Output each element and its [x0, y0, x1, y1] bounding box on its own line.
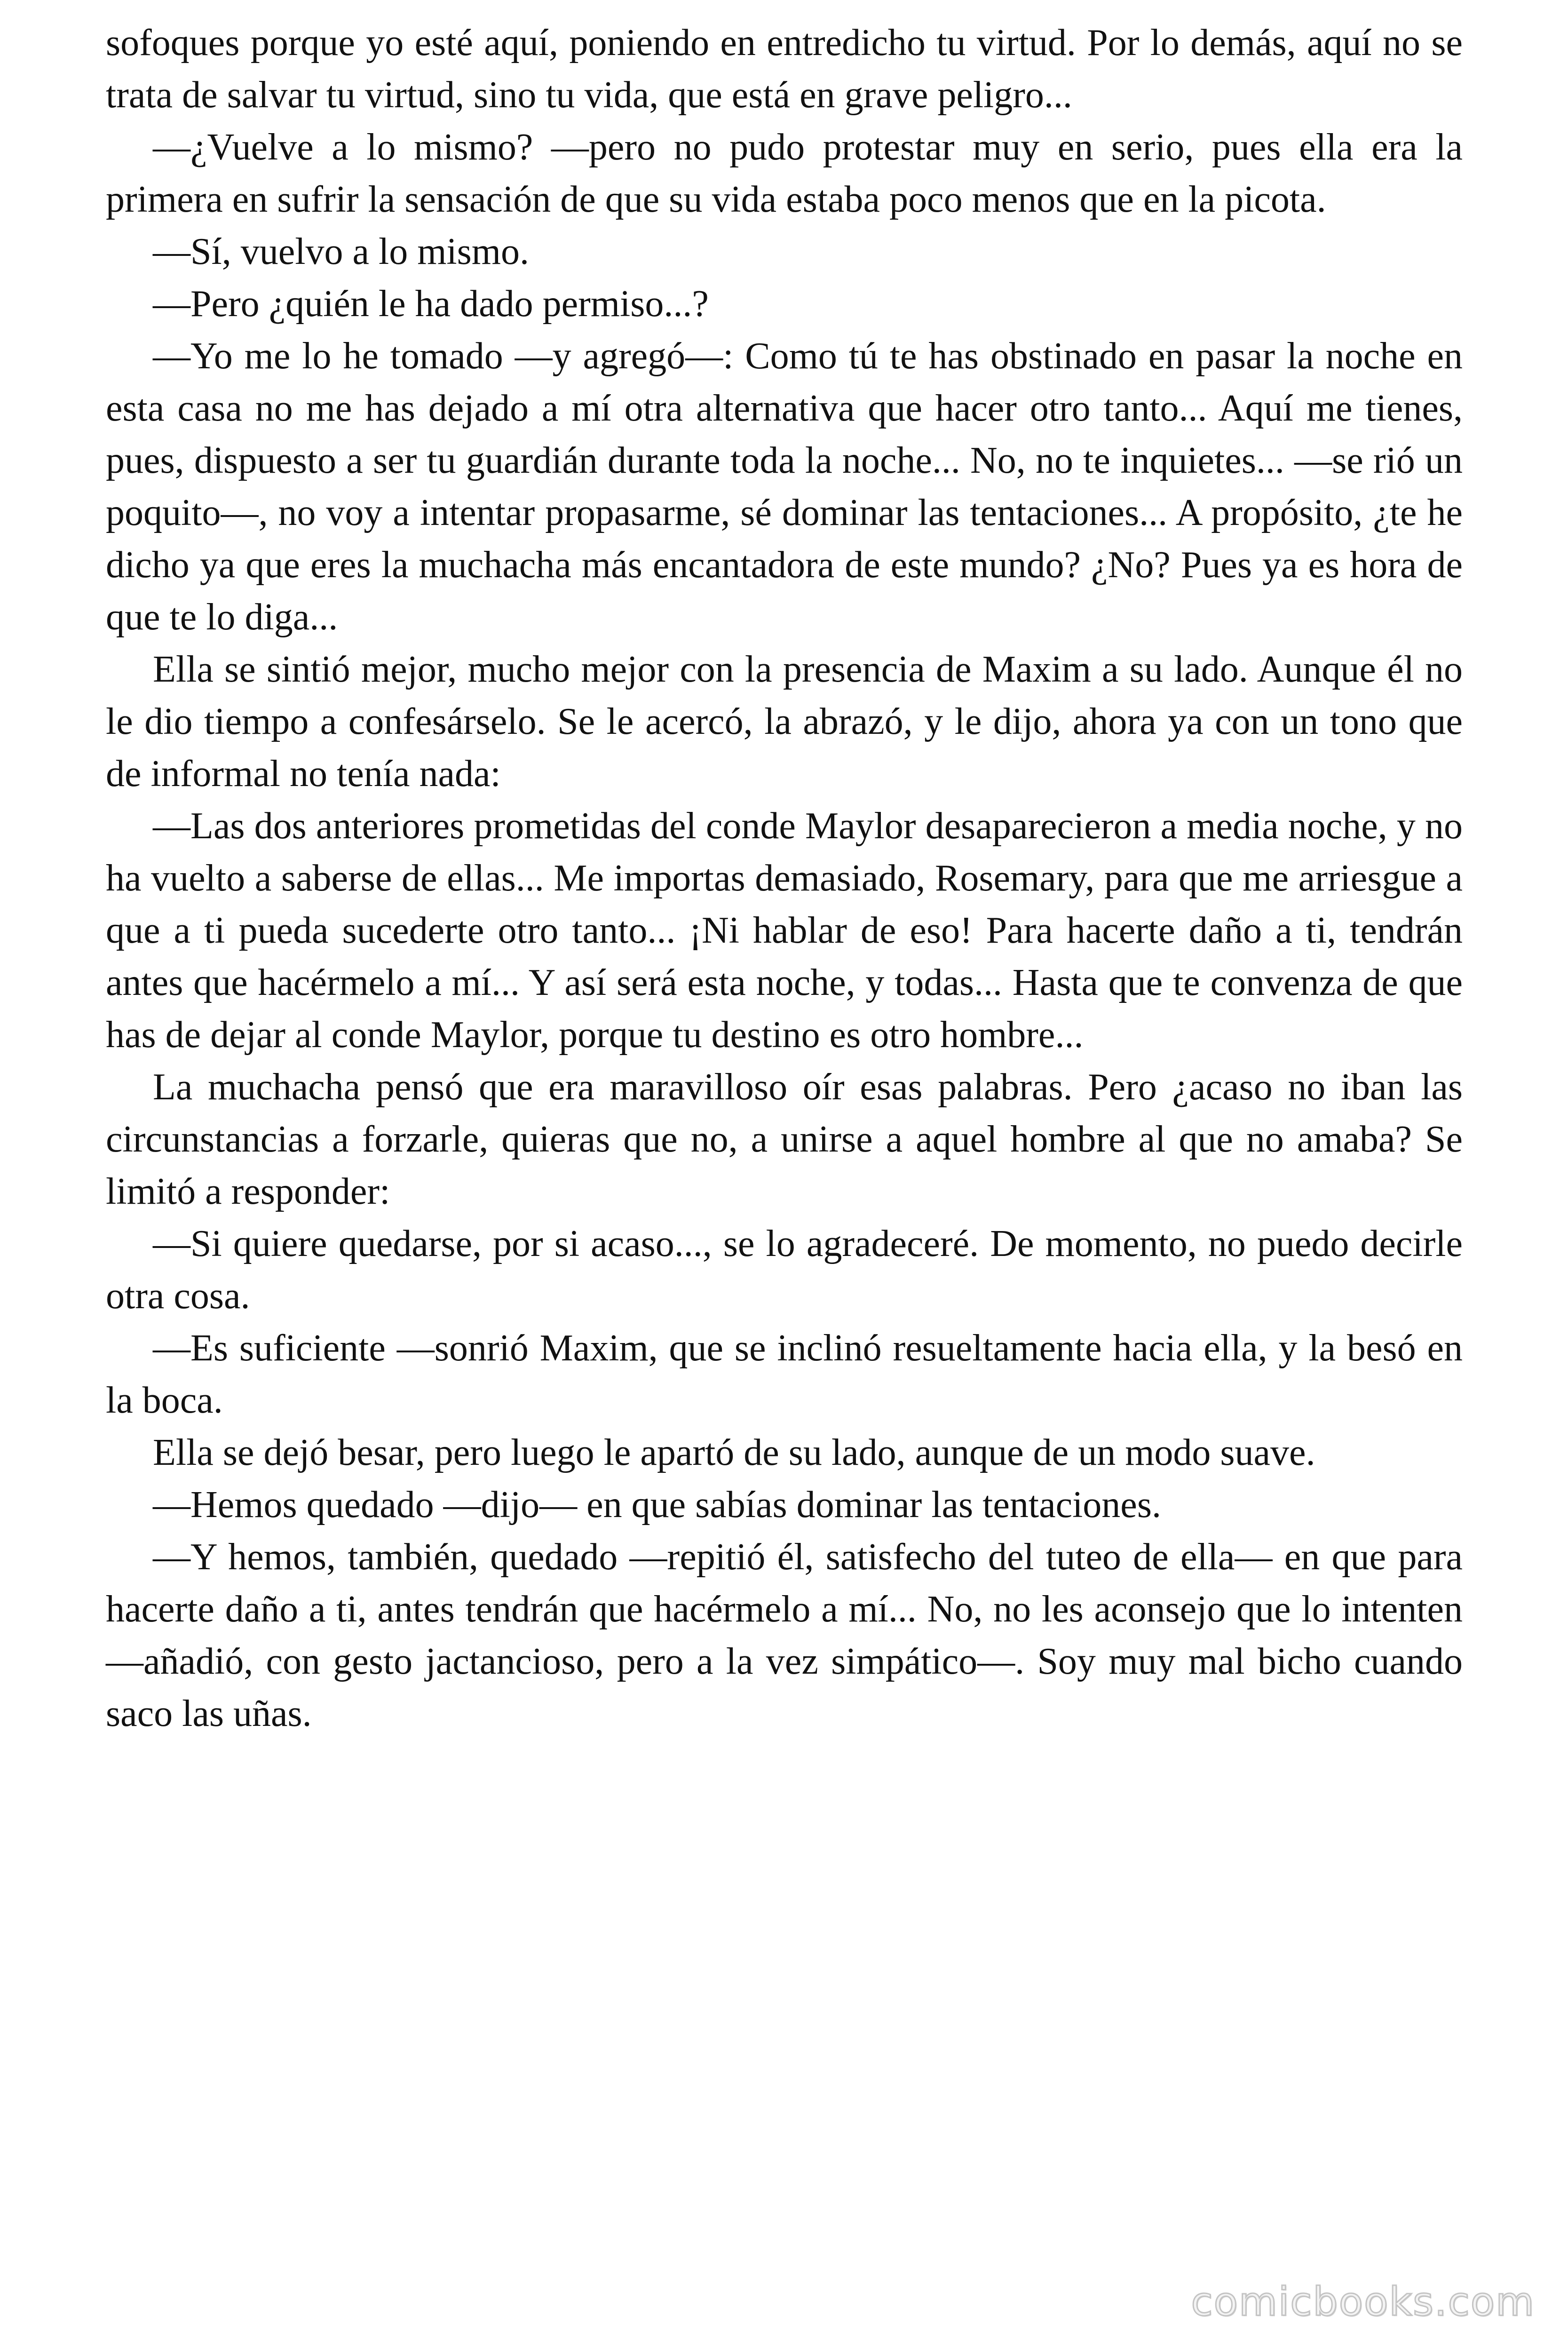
paragraph: —Y hemos, también, quedado —repitió él, satisfecho del tuteo de ella— en que para hacerte daño a ti, antes tendrán que hacérmelo a mí... No, no les aconsejo que lo intenten —añadió, con gesto jactancioso, pero a la vez simpático—. Soy muy mal bicho cuando saco las uñas. [106, 1536, 1463, 1734]
paragraph: —Yo me lo he tomado —y agregó—: Como tú te has obstinado en pasar la noche en esta casa no me has dejado a mí otra alternativa que hacer otro tanto... Aquí me tienes, pues, dispuesto a ser tu guardián durante toda la noche... No, no te inquietes... —se rió un poquito—, no voy a intentar propasarme, sé dominar las tentaciones... A propósito, ¿te he dicho ya que eres la muchacha más encantadora de este mundo? ¿No? Pues ya es hora de que te lo diga... [106, 335, 1463, 638]
site-watermark: comicbooks.com [1191, 2279, 1535, 2325]
paragraph: —Hemos quedado —dijo— en que sabías dominar las tentaciones. [153, 1484, 1161, 1526]
paragraph: —Es suficiente —sonrió Maxim, que se inclinó resueltamente hacia ella, y la besó en la boca. [106, 1327, 1463, 1421]
paragraph: Ella se sintió mejor, mucho mejor con la presencia de Maxim a su lado. Aunque él no le dio tiempo a confesárselo. Se le acercó, la abrazó, y le dijo, ahora ya con un tono que de informal no tenía nada: [106, 649, 1463, 795]
paragraph: La muchacha pensó que era maravilloso oír esas palabras. Pero ¿acaso no iban las circunstancias a forzarle, quieras que no, a unirse a aquel hombre al que no amaba? Se limitó a responder: [106, 1066, 1463, 1212]
paragraph: sofoques porque yo esté aquí, poniendo en entredicho tu virtud. Por lo demás, aquí no se trata de salvar tu virtud, sino tu vida, que está en grave peligro... [106, 22, 1463, 116]
paragraph: Ella se dejó besar, pero luego le apartó de su lado, aunque de un modo suave. [153, 1432, 1315, 1473]
paragraph: —¿Vuelve a lo mismo? —pero no pudo protestar muy en serio, pues ella era la primera en sufrir la sensación de que su vida estaba poco menos que en la picota. [106, 127, 1463, 220]
paragraph: —Si quiere quedarse, por si acaso..., se lo agradeceré. De momento, no puedo decirle otra cosa. [106, 1223, 1463, 1317]
document-page [106, 17, 1463, 1740]
paragraph: —Sí, vuelvo a lo mismo. [153, 231, 529, 272]
paragraph: —Pero ¿quién le ha dado permiso...? [153, 283, 709, 325]
paragraph: —Las dos anteriores prometidas del conde Maylor desaparecieron a media noche, y no ha vuelto a saberse de ellas... Me importas demasiado, Rosemary, para que me arriesgue a que a ti pueda sucederte otro tanto... ¡Ni hablar de eso! Para hacerte daño a ti, tendrán antes que hacérmelo a mí... Y así será esta noche, y todas... Hasta que te convenza de que has de dejar al conde Maylor, porque tu destino es otro hombre... [106, 805, 1463, 1056]
